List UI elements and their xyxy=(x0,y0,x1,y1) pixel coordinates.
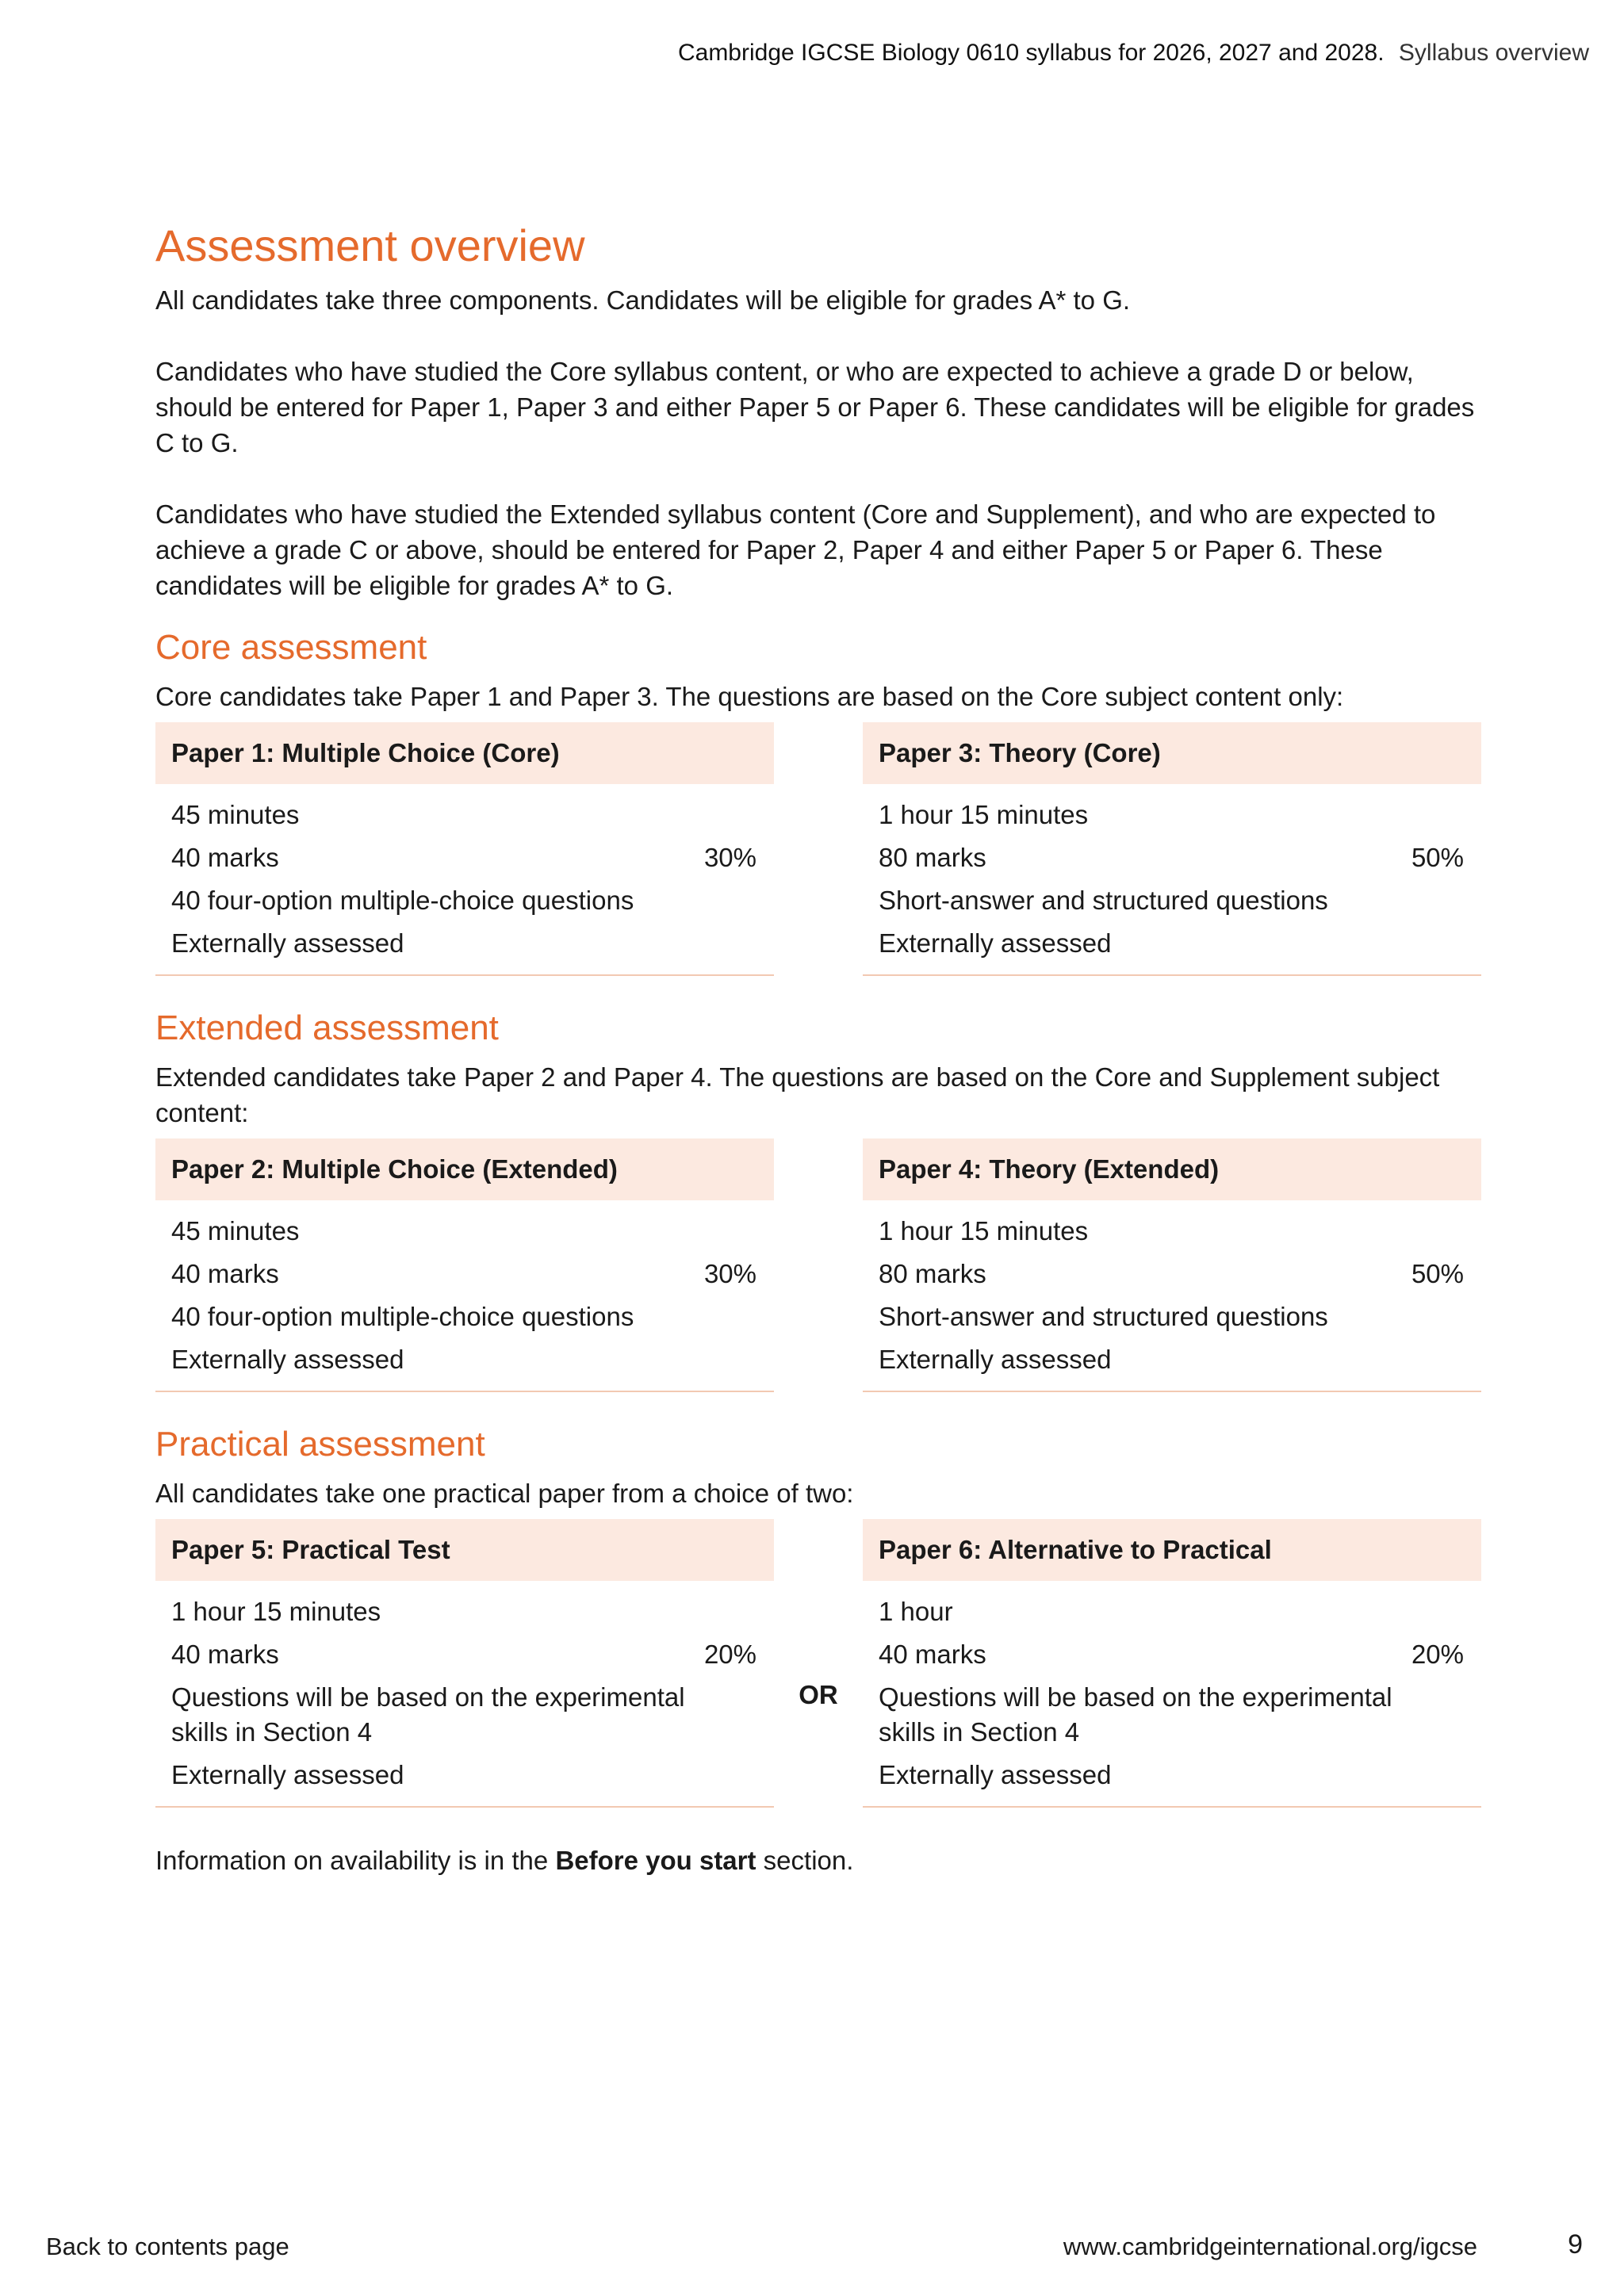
document-title: Cambridge IGCSE Biology 0610 syllabus for 2026, 2027 and 2028. xyxy=(677,40,1385,66)
paper-4-duration: 1 hour 15 minutes xyxy=(879,1215,1089,1246)
paper-6-title: Paper 6: Alternative to Practical xyxy=(863,1519,1481,1581)
page-title: Assessment overview xyxy=(155,220,585,270)
paper-1-duration: 45 minutes xyxy=(171,800,300,830)
paper-6-marks: 40 marks xyxy=(879,1639,986,1669)
overview-paragraph-2: Candidates who have studied the Core syllabus content, or who are expected to achieve a grade D or below, should be entered for Paper 1, Paper 3 and either Paper 5 or Paper 6. These candidates will be eligible for grades C to G. xyxy=(155,357,1475,458)
paper-1-assessment: Externally assessed xyxy=(171,928,404,959)
paper-4-card xyxy=(863,1138,1481,1392)
paper-5-format: Questions will be based on the experimental skills in Section 4 xyxy=(171,1682,685,1747)
paper-4-title: Paper 4: Theory (Extended) xyxy=(863,1138,1481,1200)
website-link[interactable]: www.cambridgeinternational.org/igcse xyxy=(1063,2233,1477,2260)
paper-5-assessment: Externally assessed xyxy=(171,1759,404,1789)
paper-4-format: Short-answer and structured questions xyxy=(879,1301,1328,1331)
back-to-contents-link[interactable]: Back to contents page xyxy=(46,2233,289,2260)
paper-5-weighting: 20% xyxy=(703,1639,756,1669)
paper-2-assessment: Externally assessed xyxy=(171,1344,404,1374)
paper-6-assessment: Externally assessed xyxy=(879,1759,1112,1789)
paper-3-marks: 80 marks xyxy=(879,843,986,873)
paper-2-marks: 40 marks xyxy=(171,1258,279,1288)
paper-5-duration: 1 hour 15 minutes xyxy=(171,1596,381,1626)
paper-3-assessment: Externally assessed xyxy=(879,928,1112,959)
paper-3-card xyxy=(863,722,1481,976)
paper-1-card xyxy=(155,722,774,976)
paper-5-card xyxy=(155,1519,774,1808)
paper-2-format: 40 four-option multiple-choice questions xyxy=(171,1301,634,1331)
paper-1-format: 40 four-option multiple-choice questions xyxy=(171,886,634,916)
section-name: Syllabus overview xyxy=(1398,40,1589,66)
paper-6-duration: 1 hour xyxy=(879,1596,953,1626)
overview-paragraph-1: All candidates take three components. Candidates will be eligible for grades A* to G. xyxy=(155,285,1131,316)
paper-2-card xyxy=(155,1138,774,1392)
paper-6-card xyxy=(863,1519,1481,1808)
paper-5-marks: 40 marks xyxy=(171,1639,279,1669)
paper-1-weighting: 30% xyxy=(703,843,756,873)
practical-papers xyxy=(155,1519,1481,1808)
paper-2-weighting: 30% xyxy=(703,1258,756,1288)
running-header xyxy=(678,40,1589,67)
practical-assessment-heading: Practical assessment xyxy=(155,1424,485,1464)
main-content xyxy=(155,220,1481,1878)
paper-1-marks: 40 marks xyxy=(171,843,279,873)
page-number: 9 xyxy=(1568,2229,1583,2260)
extended-assessment-heading: Extended assessment xyxy=(155,1008,499,1048)
extended-papers xyxy=(155,1138,1481,1392)
overview-paragraph-3: Candidates who have studied the Extended syllabus content (Core and Supplement), and who are expected to achieve a grade C or above, should be entered for Paper 2, Paper 4 and either Paper 5 or Paper 6. These candidates will be eligible for grades A* to G. xyxy=(155,499,1436,601)
or-label: OR xyxy=(799,1679,838,1709)
paper-1-title: Paper 1: Multiple Choice (Core) xyxy=(155,722,774,784)
paper-2-duration: 45 minutes xyxy=(171,1215,300,1246)
paper-6-format: Questions will be based on the experimental skills in Section 4 xyxy=(879,1682,1392,1747)
core-assessment-heading: Core assessment xyxy=(155,628,427,668)
paper-3-format: Short-answer and structured questions xyxy=(879,886,1328,916)
extended-intro: Extended candidates take Paper 2 and Paper 4. The questions are based on the Core and Supplement subject content: xyxy=(155,1062,1440,1127)
paper-3-weighting: 50% xyxy=(1411,843,1464,873)
paper-3-title: Paper 3: Theory (Core) xyxy=(863,722,1481,784)
core-papers xyxy=(155,722,1481,976)
paper-4-assessment: Externally assessed xyxy=(879,1344,1112,1374)
paper-4-weighting: 50% xyxy=(1411,1258,1464,1288)
paper-5-title: Paper 5: Practical Test xyxy=(155,1519,774,1581)
before-you-start-link[interactable]: Before you start xyxy=(555,1845,756,1875)
practical-intro: All candidates take one practical paper from a choice of two: xyxy=(155,1478,854,1508)
paper-2-title: Paper 2: Multiple Choice (Extended) xyxy=(155,1138,774,1200)
paper-3-duration: 1 hour 15 minutes xyxy=(879,800,1089,830)
paper-4-marks: 80 marks xyxy=(879,1258,986,1288)
availability-note: Information on availability is in the Before you start section. xyxy=(155,1845,854,1875)
paper-6-weighting: 20% xyxy=(1411,1639,1464,1669)
core-intro: Core candidates take Paper 1 and Paper 3. The questions are based on the Core subject content only: xyxy=(155,682,1344,712)
